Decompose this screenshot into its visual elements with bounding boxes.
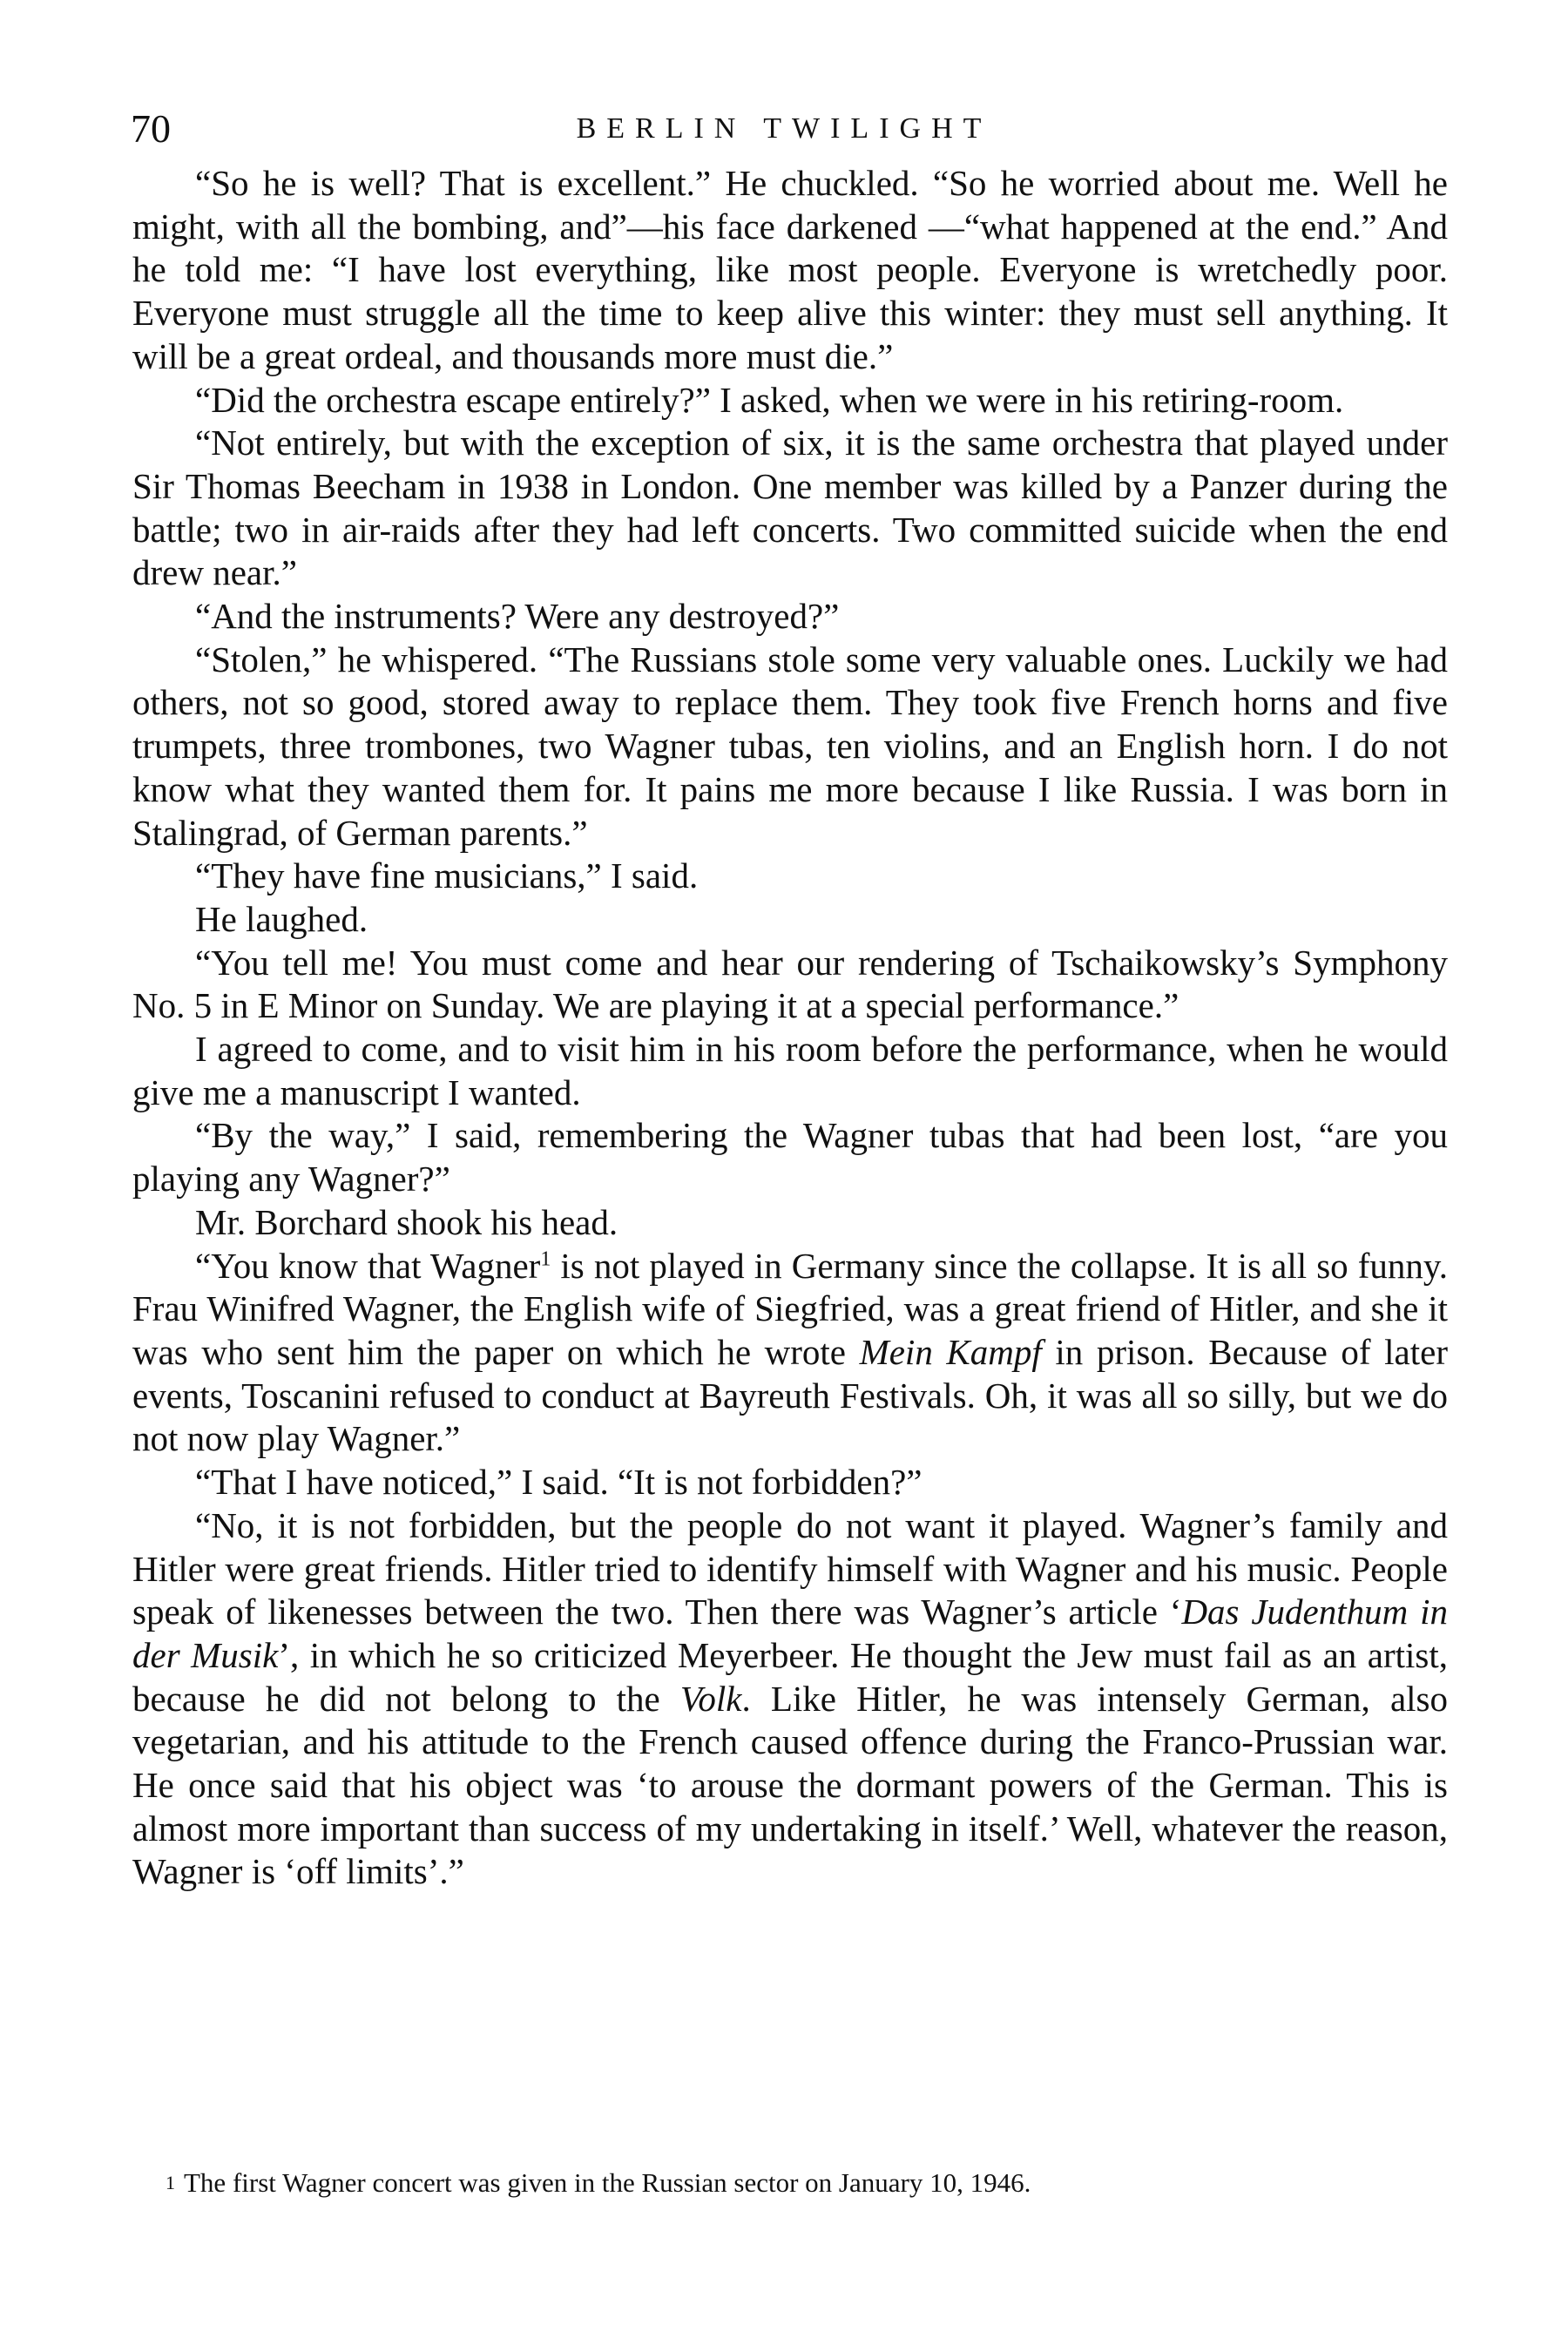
text-run: ’, in which he so criticized Meyerbeer. He thought the Jew must fail as an artist, because he did not belong to the [132,1634,1448,1719]
text-run: in prison. Because of later events, Toscanini refused to conduct at Bayreuth Festivals. Oh, it was all so silly, but we do not now play Wagner.” [132,1331,1448,1459]
body-text [132,162,1448,1894]
paragraph [132,1504,1448,1894]
page-number: 70 [131,106,171,151]
paragraph: “By the way,” I said, remembering the Wagner tubas that had been lost, “are you playing any Wagner?” [132,1115,1448,1200]
paragraph: “They have fine musicians,” I said. [195,855,699,896]
footnote-text: The first Wagner concert was given in the Russian sector on January 10, 1946. [184,2167,1031,2198]
text-run: “You know that Wagner [195,1245,541,1286]
page-header [0,103,1568,155]
text-run: . Like Hitler, he was intensely German, also vegetarian, and his attitude to the French caused offence during the Franco-Prussian war. He once said that his object was ‘to arouse the dormant powers of the German. This is almost more important than success of my undertaking in itself.’ Well, whatever the reason, Wagner is ‘off limits’.” [132,1678,1448,1892]
running-head: BERLIN TWILIGHT [576,112,992,145]
footnote-mark: 1 [166,2172,175,2193]
paragraph: He laughed. [195,898,368,939]
paragraph: “And the instruments? Were any destroyed?” [195,596,840,637]
paragraph: Mr. Borchard shook his head. [195,1201,618,1242]
footnote-reference: 1 [540,1247,551,1270]
paragraph [132,1245,1448,1462]
text-run: “No, it is not forbidden, but the people do not want it played. Wagner’s family and Hitler were great friends. Hitler tried to identify himself with Wagner and his music. People speak of likenesses between the two. Then there was Wagner’s article ‘ [132,1504,1448,1632]
paragraph: “Did the orchestra escape entirely?” I asked, when we were in his retiring-room. [195,379,1344,420]
text-run: is not played in Germany since the collapse. It is all so funny. Frau Winifred Wagner, the English wife of Siegfried, was a great friend of Hitler, and she it was who sent him the paper on which he wrote [132,1245,1449,1372]
paragraph: “So he is well? That is excellent.” He chuckled. “So he worried about me. Well he might, with all the bombing, and”—his face darkened —“what happened at the end.” And he told me: “I have lost everything, like most people. Everyone is wretchedly poor. Everyone must struggle all the time to keep alive this winter: they must sell anything. It will be a great ordeal, and thousands more must die.” [132,163,1448,376]
article-title: Das Judenthum in der Musik [132,1592,1448,1675]
paragraph: “You tell me! You must come and hear our rendering of Tschaikowsky’s Symphony No. 5 in E Minor on Sunday. We are playing it at a special performance.” [132,942,1448,1026]
paragraph: “That I have noticed,” I said. “It is not forbidden?” [195,1462,923,1503]
paragraph: I agreed to come, and to visit him in his room before the performance, when he would give me a manuscript I wanted. [132,1029,1448,1112]
paragraph: “Stolen,” he whispered. “The Russians stole some very valuable ones. Luckily we had others, not so good, stored away to replace them. They took five French horns and five trumpets, three trombones, two Wagner tubas, ten violins, and an English horn. I do not know what they wanted them for. It pains me more because I like Russia. I was born in Stalingrad, of German parents.” [132,639,1448,853]
italic-word: Volk [679,1678,742,1719]
book-title: Mein Kampf [859,1331,1042,1372]
paragraph: “Not entirely, but with the exception of six, it is the same orchestra that played under Sir Thomas Beecham in 1938 in London. One member was killed by a Panzer during the battle; two in air-raids after they had left concerts. Two committed suicide when the end drew near.” [132,422,1448,593]
footnote [166,2166,1455,2200]
